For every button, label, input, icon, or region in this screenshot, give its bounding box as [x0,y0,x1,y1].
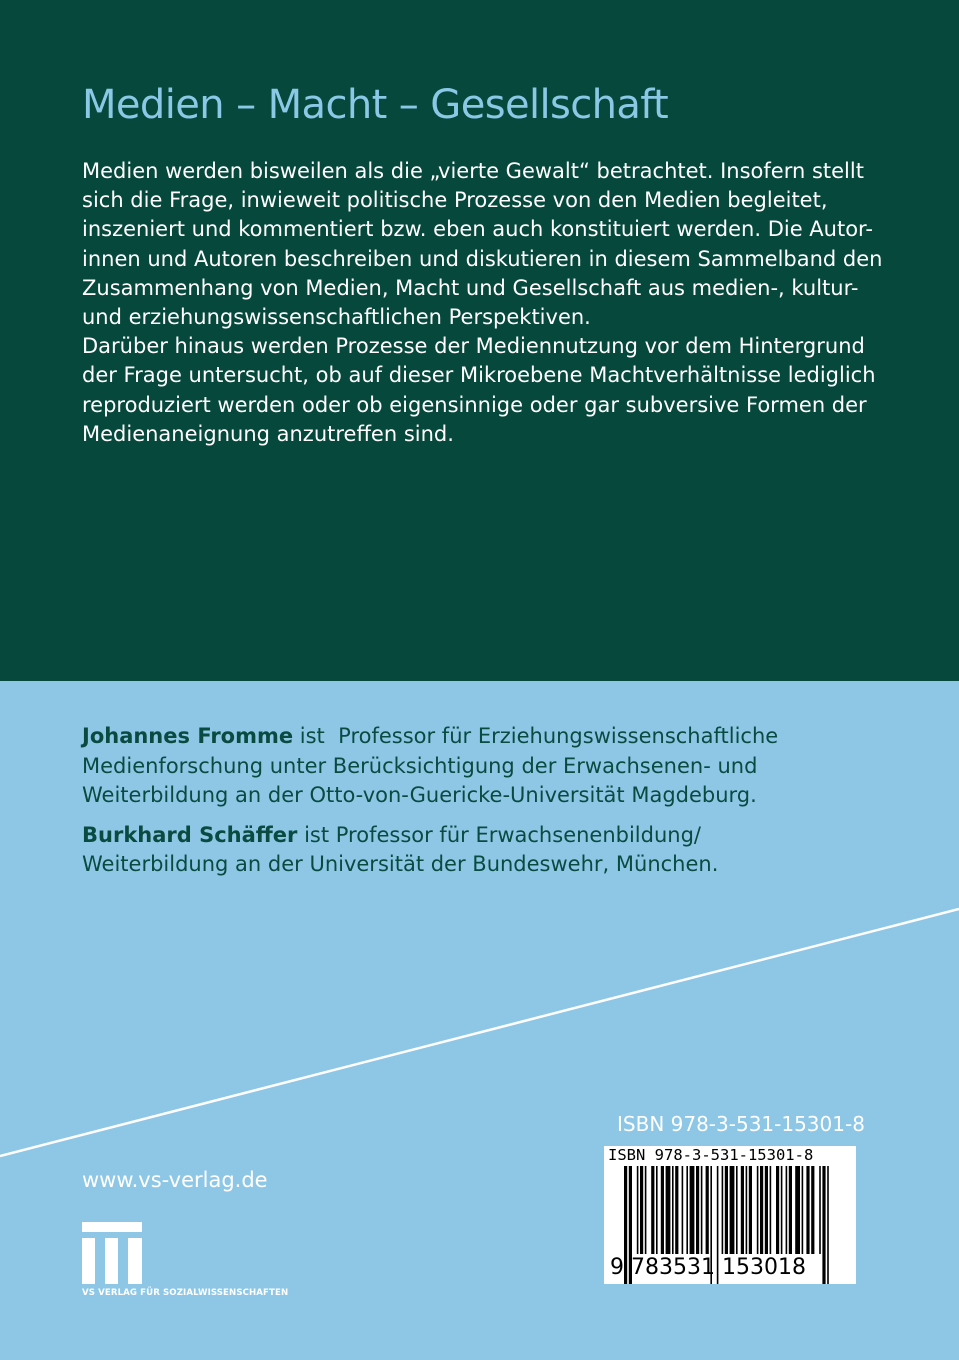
barcode-bar [770,1166,772,1254]
blurb-line: Medien werden bisweilen als die „vierte Gewalt“ betrachtet. Insofern stellt [82,159,864,183]
blurb-line: der Frage untersucht, ob auf dieser Mikroebene Machtverhältnisse lediglich [82,363,876,388]
barcode-bar [795,1166,800,1254]
author-bio-text: ist Professor für Erwachsenenbildung/ [297,822,701,847]
barcode-bar [637,1166,639,1254]
barcode-bar [656,1166,658,1254]
blurb-line: Medienaneignung anzutreffen sind. [82,421,454,446]
isbn-label: ISBN 978-3-531-15301-8 [617,1112,865,1136]
blurb-line: inszeniert und kommentiert bzw. eben auch konstituiert werden. Die Autor- [82,217,873,242]
barcode-bar [651,1166,654,1254]
barcode-bar [696,1166,699,1254]
barcode-bar [666,1166,671,1254]
barcode-bar [690,1166,695,1254]
barcode [604,1146,856,1284]
author-name: Burkhard Schäffer [82,822,298,847]
barcode-bar [682,1166,684,1254]
barcode-bar [822,1166,825,1284]
barcode-bar [776,1166,779,1254]
publisher-logo-icon [82,1222,142,1284]
barcode-bar [827,1166,829,1284]
barcode-bar [661,1166,664,1254]
barcode-bar [672,1166,674,1254]
barcode-digits: 9 783531 153018 [610,1255,806,1280]
barcode-bar [746,1166,748,1254]
barcode-bar [760,1166,763,1254]
blurb-line: reproduziert werden oder ob eigensinnige oder gar subversive Formen der [82,392,867,417]
author-bio-text: Medienforschung unter Berücksichtigung der Erwachsenen- und [82,753,758,778]
barcode-bar [786,1166,788,1254]
author-bio-text: Weiterbildung an der Otto-von-Guericke-Universität Magdeburg. [82,783,757,807]
barcode-bar [645,1166,647,1254]
barcode-bar [819,1166,821,1254]
barcode-bar [725,1166,728,1254]
barcode-bar [686,1166,688,1254]
barcode-bar [802,1166,804,1254]
barcode-bar [722,1166,724,1254]
barcode-bar [706,1166,709,1254]
author-name: Johannes Fromme [82,724,294,748]
barcode-bar [736,1166,738,1254]
barcode-bar [765,1166,768,1254]
blurb [82,157,883,449]
barcode-bar [675,1166,678,1254]
barcode-bar [757,1166,759,1254]
barcode-header: ISBN 978-3-531-15301-8 [608,1146,814,1164]
publisher-url: www.vs-verlag.de [82,1168,268,1192]
barcode-bar [781,1166,783,1254]
blurb-line: Darüber hinaus werden Prozesse der Mediennutzung vor dem Hintergrund [82,334,865,359]
blurb-line: sich die Frage, inwieweit politische Prozesse von den Medien begleitet, [82,188,828,213]
barcode-bar [730,1166,735,1254]
barcode-bar [789,1166,792,1254]
book-title: Medien – Macht – Gesellschaft [82,82,669,128]
barcode-bar [701,1166,703,1254]
blurb-line: und erziehungswissenschaftlichen Perspektiven. [82,305,591,330]
author-bio-text: ist Professor für Erziehungswissenschaftliche [293,724,779,748]
barcode-bar [640,1166,643,1254]
barcode-bar [806,1166,809,1254]
blurb-line: Zusammenhang von Medien, Macht und Gesellschaft aus medien-, kultur- [82,275,859,300]
blurb-line: innen und Autoren beschreiben und diskutieren in diesem Sammelband den [82,246,883,271]
author-bio-text: Weiterbildung an der Universität der Bundeswehr, München. [82,852,719,876]
barcode-bar [749,1166,752,1254]
barcode-bar [811,1166,814,1254]
barcode-bar [741,1166,744,1254]
publisher-name: VS VERLAG FÜR SOZIALWISSENSCHAFTEN [82,1288,289,1298]
